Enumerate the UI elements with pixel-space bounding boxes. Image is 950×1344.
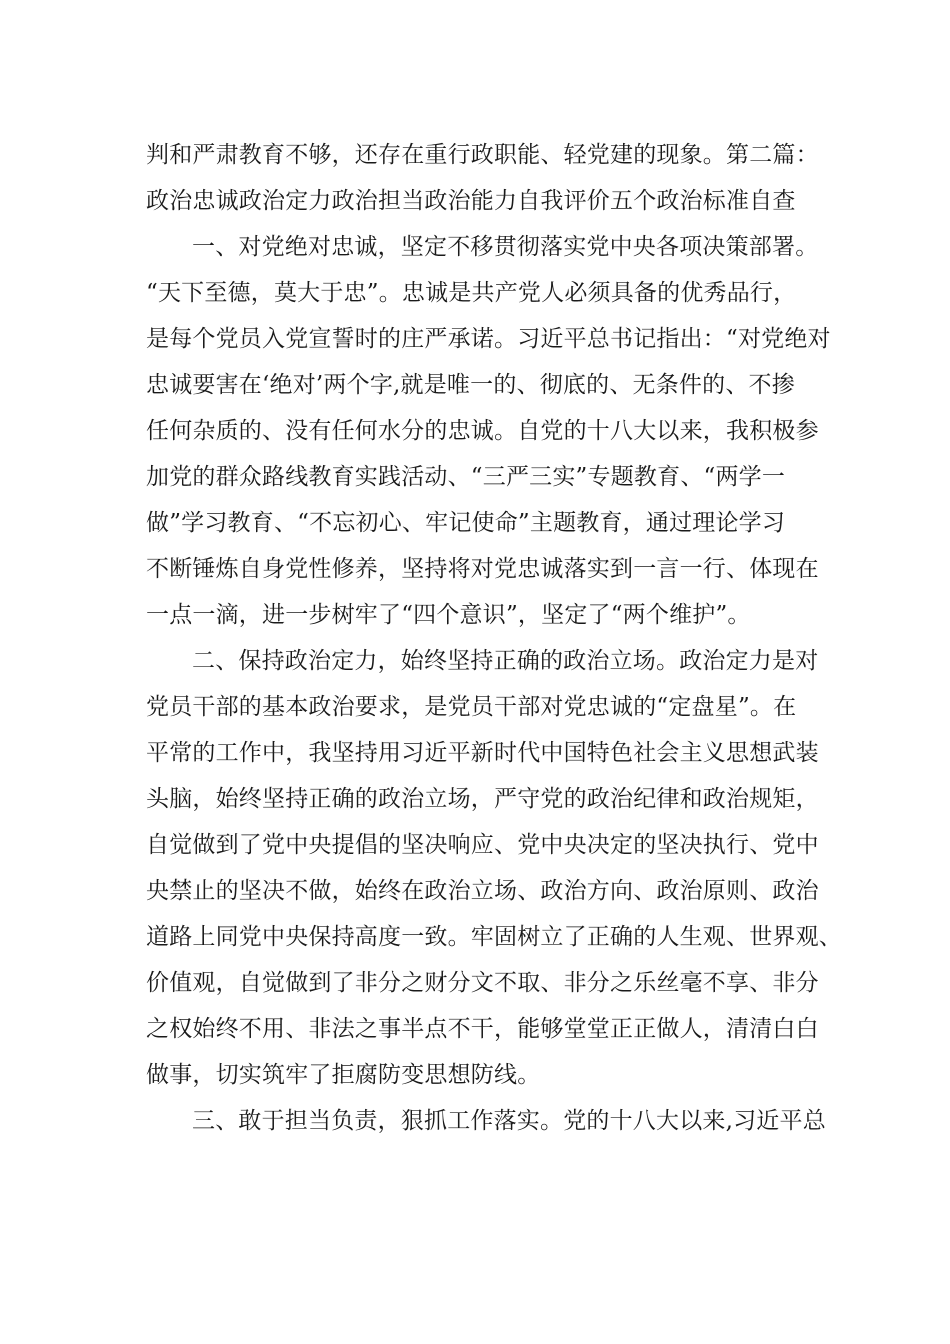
text-line: 党员干部的基本政治要求，是党员干部对党忠诚的“定盘星”。在 (146, 694, 797, 720)
paragraph-heading: 一、对党绝对忠诚，坚定不移贯彻落实党中央各项决策部署。 (192, 234, 819, 260)
text-line: 做事，切实筑牢了拒腐防变思想防线。 (146, 1062, 541, 1088)
text-line: 不断锤炼自身党性修养，坚持将对党忠诚落实到一言一行、体现在 (146, 556, 819, 582)
text-line: 平常的工作中，我坚持用习近平新时代中国特色社会主义思想武装 (146, 740, 819, 766)
text-line: 道路上同党中央保持高度一致。牢固树立了正确的人生观、世界观、 (146, 924, 842, 950)
text-line: 任何杂质的、没有任何水分的忠诚。自党的十八大以来，我积极参 (146, 418, 819, 444)
text-line: 头脑，始终坚持正确的政治立场，严守党的政治纪律和政治规矩， (146, 786, 819, 812)
text-line: 是每个党员入党宣誓时的庄严承诺。习近平总书记指出：“对党绝对 (146, 326, 831, 352)
text-line: 做”学习教育、“不忘初心、牢记使命”主题教育，通过理论学习 (146, 510, 786, 536)
text-line: 央禁止的坚决不做，始终在政治立场、政治方向、政治原则、政治 (146, 878, 819, 904)
text-line: 加党的群众路线教育实践活动、“三严三实”专题教育、“两学一 (146, 464, 786, 490)
text-line: 判和严肃教育不够，还存在重行政职能、轻党建的现象。第二篇： (146, 142, 819, 168)
text-line: 自觉做到了党中央提倡的坚决响应、党中央决定的坚决执行、党中 (146, 832, 819, 858)
text-line: 忠诚要害在‘绝对’两个字,就是唯一的、彻底的、无条件的、不掺 (146, 372, 795, 398)
text-line: 一点一滴，进一步树牢了“四个意识”，坚定了“两个维护”。 (146, 602, 751, 628)
text-line: 政治忠诚政治定力政治担当政治能力自我评价五个政治标准自查 (146, 188, 796, 214)
text-line: 价值观，自觉做到了非分之财分文不取、非分之乐丝毫不享、非分 (146, 970, 819, 996)
text-line: 之权始终不用、非法之事半点不干，能够堂堂正正做人，清清白白 (146, 1016, 819, 1042)
paragraph-heading: 二、保持政治定力，始终坚持正确的政治立场。政治定力是对 (192, 648, 819, 674)
paragraph-heading: 三、敢于担当负责，狠抓工作落实。党的十八大以来,习近平总 (192, 1108, 826, 1134)
text-line: “天下至德，莫大于忠”。忠诚是共产党人必须具备的优秀品行， (146, 280, 797, 306)
